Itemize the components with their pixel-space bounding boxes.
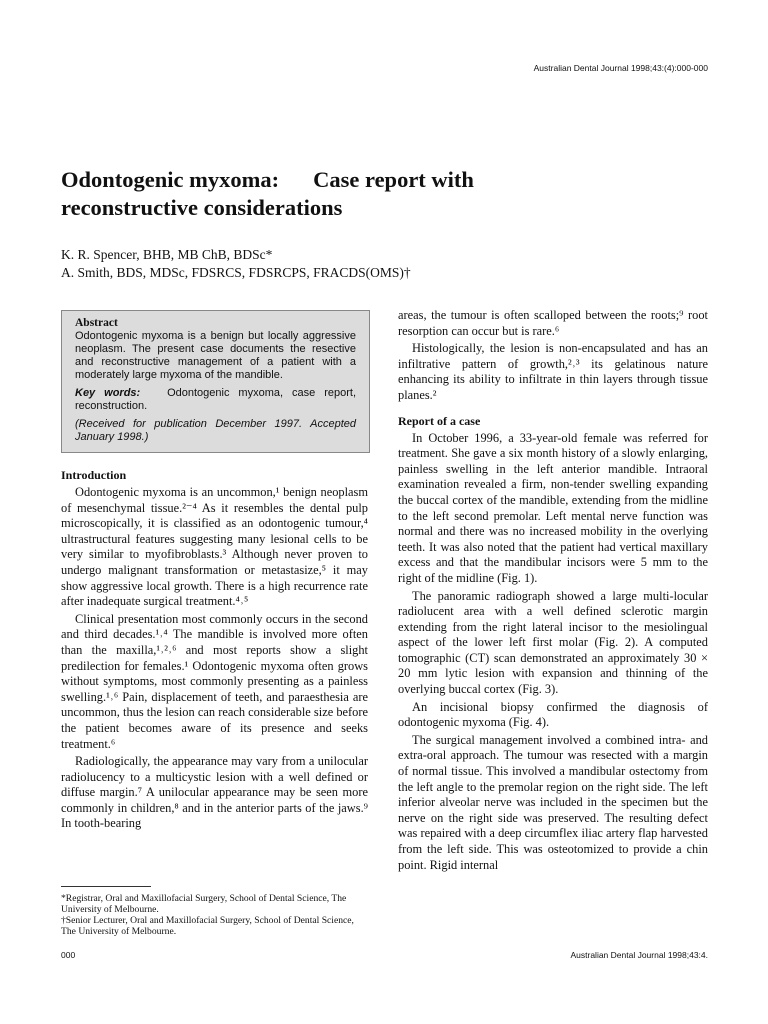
abstract-keywords [75,387,356,413]
footer-journal: Australian Dental Journal 1998;43:4. [570,950,708,960]
case-paragraph-2: The panoramic radiograph showed a large multi-locular radiolucent area with a well defined sclerotic margin extending from the right lateral incisor to the mesiolingual aspect of the lower left first molar (Fig. 2). A computed tomographic (CT) scan demonstrated an approximately 30 × 20 mm lytic lesion with expansion and thinning of the overlying buccal cortex (Fig. 3). [398,588,708,697]
right-paragraph-2: Histologically, the lesion is non-encapsulated and has an infiltrative pattern of growth,²˒³ its gelatinous nature enhancing its ability to infiltrate in thin layers through tissue planes.² [398,341,708,402]
title-part-1: Odontogenic myxoma: [61,167,280,192]
intro-paragraph-2: Clinical presentation most commonly occurs in the second and third decades.¹˒⁴ The mandible is involved more often than the maxilla,¹˒²˒⁶ and most reports show a slight predilection for females.¹ Odontogenic myxoma often grows without symptoms, most commonly presenting as a painless swelling.¹˒⁶ Pain, displacement of teeth, and paraesthesia are uncommon, thus the lesion can reach considerable size before the patient becomes aware of its presence and seeks treatment.⁶ [61,611,368,751]
abstract-heading: Abstract [75,317,118,329]
footnote-divider [61,886,151,887]
introduction-heading: Introduction [61,468,127,482]
left-column [61,310,368,832]
intro-paragraph-3: Radiologically, the appearance may vary from a unilocular radiolucency to a multicystic lesion with a well defined or diffuse margin.⁷ A unilocular appearance may be seen more commonly in children,⁸ and in the anterior parts of the jaws.⁹ In tooth-bearing [61,754,368,831]
keywords-label: Key words: [75,387,141,399]
footnote-1: *Registrar, Oral and Maxillofacial Surgery, School of Dental Science, The University of Melbourne. [61,893,347,915]
article-title [61,166,621,222]
footnote-2: †Senior Lecturer, Oral and Maxillofacial Surgery, School of Dental Science, The University of Melbourne. [61,915,354,937]
author-list [61,246,411,282]
abstract-box [61,310,370,453]
author-line-1: K. R. Spencer, BHB, MB ChB, BDSc* [61,247,273,262]
title-part-3: reconstructive considerations [61,195,343,220]
case-paragraph-3: An incisional biopsy confirmed the diagnosis of odontogenic myxoma (Fig. 4). [398,699,708,730]
case-report-heading: Report of a case [398,413,481,428]
title-part-2: Case report with [313,167,474,192]
keywords-text: Odontogenic myxoma, case report, reconstruction. [75,387,356,412]
right-column [398,308,708,873]
case-paragraph-4: The surgical management involved a combined intra- and extra-oral approach. The tumour was resected with a margin of normal tissue. This involved a mandibular ostectomy from the left angle to the premolar region on the right side. The left inferior alveolar nerve was included in the specimen but the nerve on the right side was preserved. The resulting defect was repaired with a deep circumflex iliac artery flap harvested from the left side. This was osteotomized to provide a chin point. Rigid internal [398,732,708,872]
abstract-text: Odontogenic myxoma is a benign but locally aggressive neoplasm. The present case documents the resective and reconstructive management of a patient with a moderately large myxoma of the mandible. [75,330,356,381]
running-head: Australian Dental Journal 1998;43:(4):000-000 [533,63,708,73]
author-line-2: A. Smith, BDS, MDSc, FDSRCS, FDSRCPS, FRACDS(OMS)† [61,265,411,280]
footnotes [61,893,371,937]
page-number: 000 [61,950,76,960]
right-paragraph-1: areas, the tumour is often scalloped between the roots;⁹ root resorption can occur but is rare.⁶ [398,308,708,338]
case-paragraph-1: In October 1996, a 33-year-old female was referred for treatment. She gave a six month history of a slowly enlarging, painless swelling in the left anterior mandible. Intraoral examination revealed a firm, non-tender swelling expanding the buccal cortex of the mandible, extending from the midline to the left second premolar. Left mental nerve function was normal and there was no increased mobility in the overlying teeth. It was also noted that the patient had vertical maxillary excess and that the mandibular incisors were 5 mm to the right of the midline (Fig. 1). [398,430,708,585]
received-note: (Received for publication December 1997. Accepted January 1998.) [75,418,356,443]
intro-paragraph-1: Odontogenic myxoma is an uncommon,¹ benign neoplasm of mesenchymal tissue.²⁻⁴ As it resembles the dental pulp microscopically, it is classified as an odontogenic tumour,⁴ ultrastructural features suggesting many lesional cells to be very similar to myofibroblasts.³ Although never proven to undergo malignant transformation or metastasize,⁵ it may show aggressive local growth. There is a high recurrence rate after inadequate surgical treatment.⁴˒⁵ [61,485,368,609]
